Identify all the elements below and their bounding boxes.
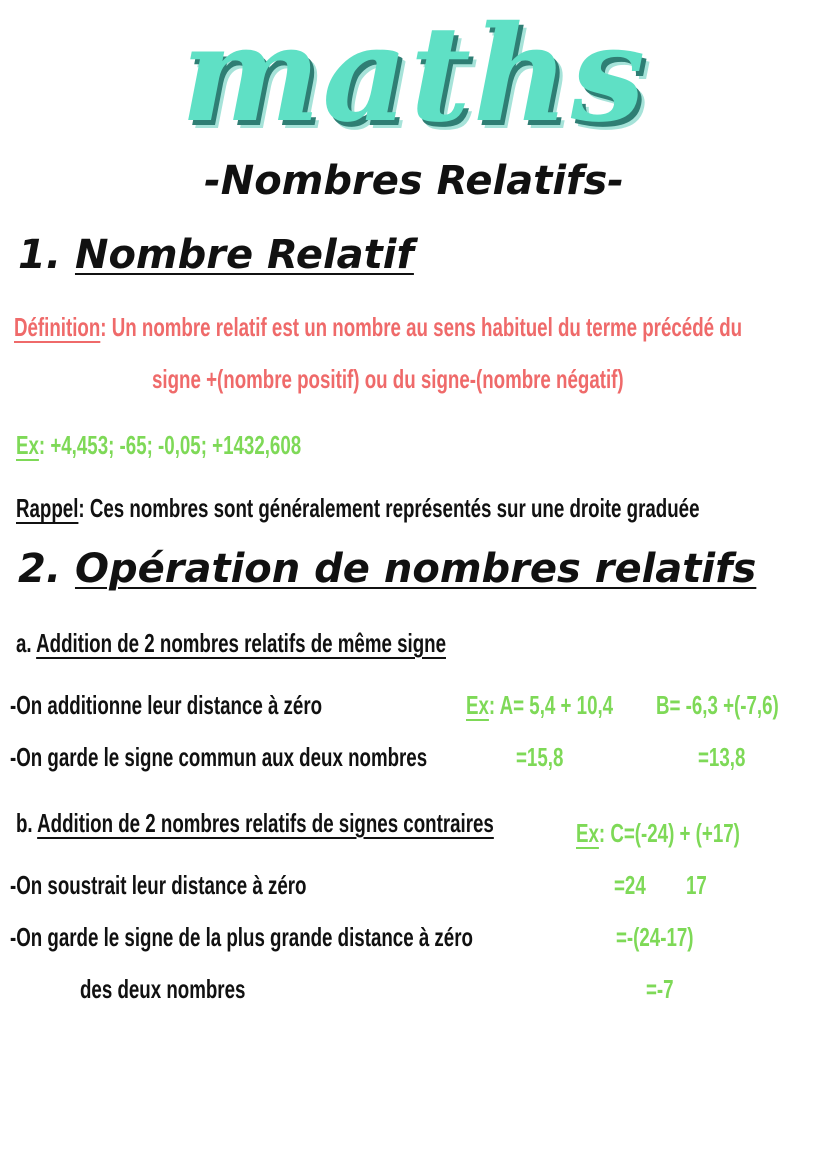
- subsection-a-title: Addition de 2 nombres relatifs de même signe: [36, 628, 446, 658]
- definition-text-1: Un nombre relatif est un nombre au sens habituel du terme précédé du: [111, 312, 743, 342]
- definition-label: Définition: [14, 312, 101, 342]
- rappel-label: Rappel: [16, 493, 79, 523]
- section-1-heading: [18, 232, 414, 278]
- section-2-number: 2.: [18, 546, 62, 592]
- b-result-3: =-7: [646, 974, 674, 1004]
- section-2-heading: [18, 546, 756, 592]
- page-subtitle: -Nombres Relatifs-: [204, 158, 624, 204]
- b-rule-3: des deux nombres: [80, 974, 246, 1004]
- a-example-A: Ex: A= 5,4 + 10,4: [466, 690, 614, 720]
- definition-line-1: Définition: Un nombre relatif est un nombre au sens habituel du terme précédé du: [14, 312, 743, 342]
- subsection-b-title: Addition de 2 nombres relatifs de signes contraires: [37, 808, 494, 838]
- subsection-b-heading: b. Addition de 2 nombres relatifs de signes contraires: [16, 808, 494, 838]
- subsection-a-heading: a. Addition de 2 nombres relatifs de même signe: [16, 628, 446, 658]
- maths-logo: maths: [180, 0, 648, 152]
- rappel-text: : Ces nombres sont généralement représentés sur une droite graduée: [78, 493, 700, 523]
- a-rule-2: -On garde le signe commun aux deux nombres: [10, 742, 428, 772]
- section-1-title: Nombre Relatif: [74, 232, 414, 278]
- definition-line-2: [152, 364, 807, 395]
- b-example-label: Ex: [576, 818, 599, 848]
- example-1-text: : +4,453; -65; -0,05; +1432,608: [38, 430, 302, 460]
- example-1-label: Ex: [16, 430, 39, 460]
- a-result-B: =13,8: [698, 742, 746, 772]
- a-rule-1: -On additionne leur distance à zéro: [10, 690, 323, 720]
- b-result-1b: 17: [686, 870, 707, 900]
- section-2-title: Opération de nombres relatifs: [74, 546, 757, 592]
- a-example-label: Ex: [466, 690, 489, 720]
- b-result-1a: =24: [614, 870, 646, 900]
- definition-text-2: signe +(nombre positif) ou du signe-(nombre négatif): [152, 364, 624, 394]
- b-result-2: =-(24-17): [616, 922, 694, 952]
- b-example-C: Ex: C=(-24) + (+17): [576, 818, 740, 848]
- section-1-number: 1.: [18, 232, 62, 278]
- a-example-B: B= -6,3 +(-7,6): [656, 690, 779, 720]
- example-1: [16, 430, 412, 461]
- b-rule-2: -On garde le signe de la plus grande distance à zéro: [10, 922, 473, 952]
- a-result-A: =15,8: [516, 742, 564, 772]
- b-rule-1: -On soustrait leur distance à zéro: [10, 870, 307, 900]
- rappel-line: [16, 493, 828, 524]
